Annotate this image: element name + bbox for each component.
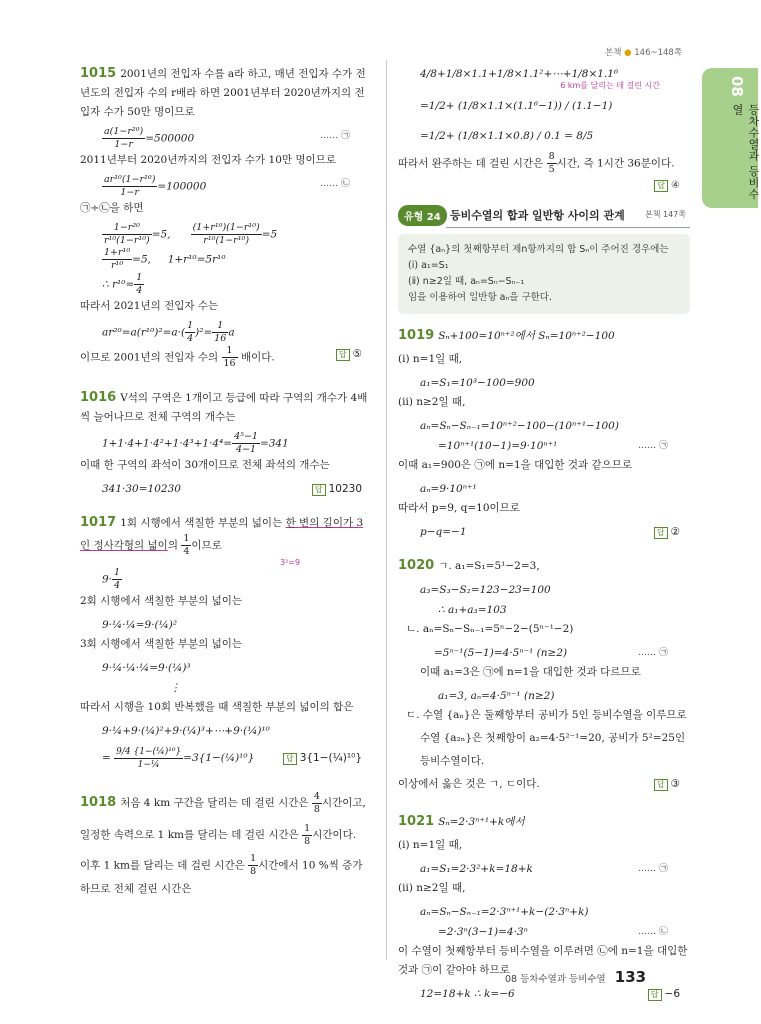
- page-number: 133: [614, 968, 647, 986]
- answer-1017: 답 3{1−(¼)¹⁰}: [283, 741, 362, 775]
- chapter-title: 등차수열과 등비수열: [731, 104, 760, 200]
- problem-number: 1017: [80, 515, 117, 530]
- problem-number: 1019: [398, 328, 435, 343]
- problem-number: 1020: [398, 558, 435, 573]
- problem-1021: 1021 Sₙ=2·3ⁿ⁺¹+k에서 (ⅰ) n=1일 때, a₁=S₁=2·3²+k=18+k …… ㉠ (ⅱ) n≥2일 때, aₙ=Sₙ−Sₙ₋₁=2·3ⁿ⁺¹+k−(2·3ⁿ+k) =2·3ⁿ(3−1)=4·3ⁿ …… ㉡ 이 수열이 첫째항부터 등비수열을 이루려면 ㉡에 n=1을 대입한 것과 ㉠이 같아야 하므로 12=18+k ∴ k=−6 답 −6: [398, 812, 690, 1004]
- answer-1016: 답 10230: [312, 479, 362, 499]
- problem-1018: 1018 처음 4 km 구간을 달리는 데 걸린 시간은 $\frac{4}{8}$ 시간이고, 일정한 속력으로 1 km를 달리는 데 걸린 시간은 $\frac{1}{8}$ 시간이다. 이후 1 km를 달리는 데 걸린 시간은 $\frac{1}{8}$ 시간에서 10 %씩 증가하므로 전체 걸린 시간은: [80, 790, 366, 895]
- chapter-number: 08: [728, 76, 746, 97]
- problem-number: 1016: [80, 390, 117, 405]
- problem-1015: 1015 2001년의 전입자 수를 a라 하고, 매년 전입자 수가 전년도의 전입자 수의 r배라 하면 2001년부터 2020년까지의 전입자 수가 50만 명이므로 $\frac{\text{a(1−r²⁰)}}{1-r}$ =500000 …… ㉠ 2011년부터 2020년까지의 전입자 수가 10만 명이므로 $\frac{\text{ar¹⁰(1−r¹⁰)}}{1-r}$ =100000 …… ㉡ ㉠÷㉡을 하면 $\frac{\text{1−r²⁰}}{\text{r¹⁰(1−r¹⁰)}}$ =5, $\frac{\text{(1+r¹⁰)(1−r¹⁰)}}{\text{r¹⁰(1−r¹⁰)}}$ =5 $\frac{\text{1+r¹⁰}}{\text{r¹⁰}}$ =5, 1+r¹⁰=5r¹⁰ ∴ r¹⁰= $\frac{1}{4}$ 따라서 2021년의 전입자 수는 ar²⁰=a(r¹⁰)²=a·( $\frac{1}{4}$ )²= $\frac{1}{16}$ a 이므로 2001년의 전입자 수의 $\frac{1}{16}$ 배이다. 답 ⑤: [80, 66, 366, 369]
- type-page-reference: 본책 147쪽: [645, 210, 686, 219]
- right-column: [398, 64, 690, 1004]
- type-24-header: [398, 202, 690, 228]
- answer-1015: 답 ⑤: [336, 345, 362, 364]
- problem-number: 1015: [80, 66, 117, 81]
- annotation-note: 3²=9: [280, 558, 301, 567]
- problem-1019: 1019 Sₙ+100=10ⁿ⁺²에서 Sₙ=10ⁿ⁺²−100 (ⅰ) n=1일 때, a₁=S₁=10³−100=900 (ⅱ) n≥2일 때, aₙ=Sₙ−Sₙ₋₁=10ⁿ⁺²−100−(10ⁿ⁺¹−100) =10ⁿ⁺¹(10−1)=9·10ⁿ⁺¹ …… ㉠ 이때 a₁=900은 ㉠에 n=1을 대입한 것과 같으므로 aₙ=9·10ⁿ⁺¹ 따라서 p=9, q=10이므로 p−q=−1 답 ②: [398, 326, 690, 542]
- problem-1017: 1017 1회 시행에서 색칠한 부분의 넓이는 한 변의 길이가 3인 정사각형의 넓이의 $\frac{1}{4}$ 이므로 3²=9 9· $\frac{1}{4}$ 2회 시행에서 색칠한 부분의 넓이는 9·¼·¼=9·(¼)² 3회 시행에서 색칠한 부분의 넓이는 9·¼·¼·¼=9·(¼)³ ⋮ 따라서 시행을 10회 반복했을 때 색칠한 부분의 넓이의 합은 9·¼+9·(¼)²+9·(¼)³+⋯+9·(¼)¹⁰ = $\frac{\text{9/4 \{1−(¼)¹⁰\}}}{\text{1−¼}}$ =3{1−(¼)¹⁰} 답 3{1−(¼)¹⁰}: [80, 513, 372, 775]
- chapter-side-tab[interactable]: [702, 68, 758, 208]
- answer-1018: 답 ④: [398, 180, 690, 192]
- answer-1019: 답 ②: [654, 522, 680, 542]
- problem-1018-continued: 4/8+1/8×1.1+1/8×1.1²+⋯+1/8×1.1⁶ 6 km를 달리는 데 걸린 시간 =1/2+ (1/8×1.1×(1.1⁶−1)) / (1.1−1) =1/2+ (1/8×1.1×0.8) / 0.1 = 8/5 따라서 완주하는 데 걸린 시간은 $\frac{8}{5}$ 시간, 즉 1시간 36분이다. 답 ④: [398, 64, 690, 192]
- column-divider: [386, 60, 387, 960]
- problem-1016: 1016 V석의 구역은 1개이고 등급에 따라 구역의 개수가 4배씩 늘어나므로 전체 구역의 개수는 1+1·4+1·4²+1·4³+1·4⁴= $\frac{\text{4⁵−1}}{4-1}$ =341 이때 한 구역의 좌석이 30개이므로 전체 좌석의 개수는 341·30=10230 답 10230: [80, 388, 372, 499]
- answer-1021: 답 −6: [648, 984, 680, 1004]
- problem-number: 1021: [398, 814, 435, 829]
- problem-1020: 1020 ㄱ. a₁=S₁=5¹−2=3, a₃=S₃−S₂=123−23=100 ∴ a₁+a₃=103 ㄴ. aₙ=Sₙ−Sₙ₋₁=5ⁿ−2−(5ⁿ⁻¹−2) =5ⁿ⁻¹(5−1)=4·5ⁿ⁻¹ (n≥2) …… ㉠ 이때 a₁=3은 ㉠에 n=1을 대입한 것과 다르므로 a₁=3, aₙ=4·5ⁿ⁻¹ (n≥2) ㄷ. 수열 {aₙ}은 둘째항부터 공비가 5인 등비수열을 이루므로 수열 {a₂ₙ}은 첫째항이 a₂=4·5²⁻¹=20, 공비가 5²=25인 등비수열이다. 이상에서 옳은 것은 ㄱ, ㄷ이다. 답 ③: [398, 556, 690, 794]
- problem-number: 1018: [80, 795, 117, 810]
- answer-1020: 답 ③: [654, 775, 680, 794]
- type-title: 등비수열의 합과 일반항 사이의 관계: [450, 209, 625, 222]
- page-reference: 본책 ● 146~148쪽: [605, 48, 683, 58]
- type-info-box: 수열 {aₙ}의 첫째항부터 제n항까지의 합 Sₙ이 주어진 경우에는 (ⅰ) a₁=S₁ (ⅱ) n≥2일 때, aₙ=Sₙ−Sₙ₋₁ 임을 이용하여 일반항 aₙ을 구한다.: [398, 234, 690, 314]
- annotation-note: 6 km를 달리는 데 걸린 시간: [560, 81, 660, 90]
- footer-chapter: 08 등차수열과 등비수열: [505, 974, 606, 985]
- type-badge: 유형 24: [398, 205, 447, 226]
- page-footer: [505, 968, 646, 986]
- left-column: [80, 64, 372, 904]
